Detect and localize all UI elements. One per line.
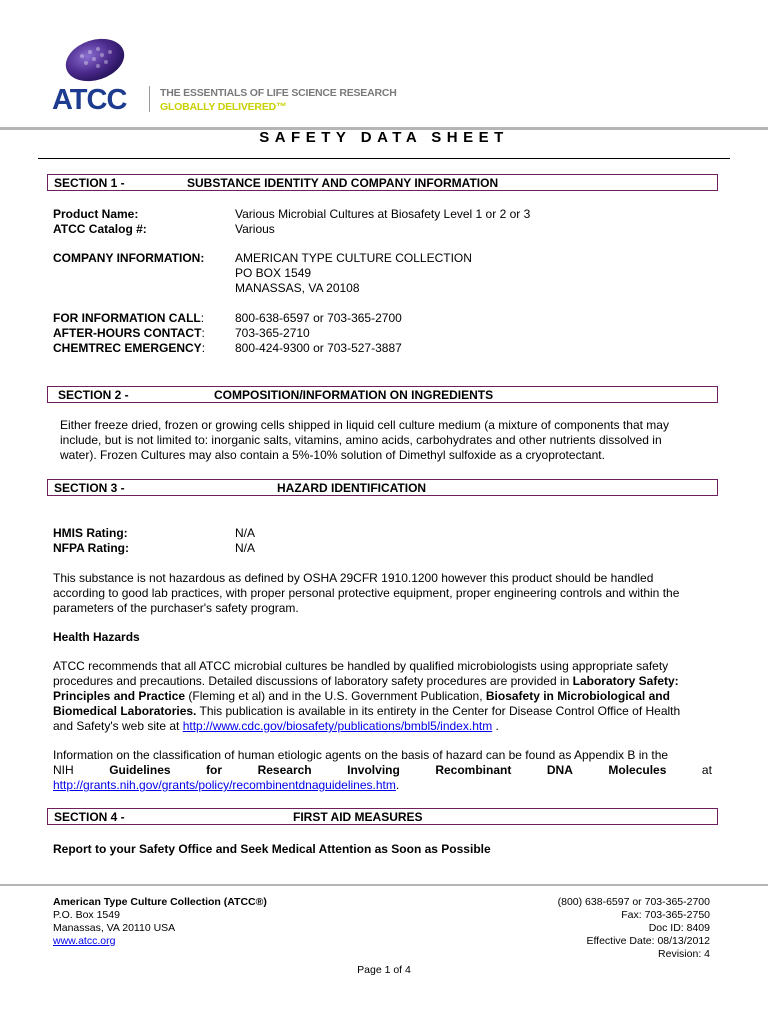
page-number: Page 1 of 4 xyxy=(357,964,411,976)
company-po-box: PO BOX 1549 xyxy=(235,266,312,280)
nih-word: for xyxy=(206,763,223,777)
atcc-logo xyxy=(52,38,152,118)
product-name-label: Product Name: xyxy=(53,207,139,221)
product-name-value: Various Microbial Cultures at Biosafety Level 1 or 2 or 3 xyxy=(235,207,531,221)
footer-city: Manassas, VA 20110 USA xyxy=(53,922,176,934)
nih-paragraph: Information on the classification of human etiologic agents on the basis of hazard can be found as Appendix B in the NIH Guidelines for Research Involving Recombinant DNA Molecules at http://grants.nih.gov/grants/policy/recombinentdnaguidelines.htm. xyxy=(53,748,712,792)
hmis-label: HMIS Rating: xyxy=(53,526,128,540)
logo-divider xyxy=(149,86,150,112)
health-hazards-paragraph: ATCC recommends that all ATCC microbial cultures be handled by qualified microbiologists using appropriate safety procedures and precautions. Detailed discussions of laboratory safety procedures are provided in Laboratory Safety: Principles and Practice (Fleming et al) and in the U.S. Government Publication, Biosafety in Microbiological and Biomedical Laboratories. This publication is available in its entirety in the Center for Disease Control Office of Health and Safety's web site at http://www.cdc.gov/biosafety/publications/bmbl5/index.htm . xyxy=(53,659,681,733)
footer-right xyxy=(430,896,710,961)
footer-rule xyxy=(0,884,768,886)
nih-word: Guidelines xyxy=(109,763,171,777)
catalog-value: Various xyxy=(235,222,275,236)
catalog-label: ATCC Catalog #: xyxy=(53,222,147,236)
footer-po-box: P.O. Box 1549 xyxy=(53,909,120,921)
document-title: SAFETY DATA SHEET xyxy=(259,129,509,146)
chemtrec-value: 800-424-9300 or 703-527-3887 xyxy=(235,341,402,355)
chemtrec-label: CHEMTREC EMERGENCY: xyxy=(53,341,206,355)
first-aid-instruction: Report to your Safety Office and Seek Medical Attention as Soon as Possible xyxy=(53,842,491,856)
tagline-secondary: GLOBALLY DELIVERED™ xyxy=(160,101,287,113)
section-1-title: SUBSTANCE IDENTITY AND COMPANY INFORMATION xyxy=(187,176,499,190)
nih-word: Research xyxy=(257,763,312,777)
section-3-title: HAZARD IDENTIFICATION xyxy=(277,481,427,495)
logo-text: ATCC xyxy=(52,84,127,116)
nih-word: DNA xyxy=(546,763,573,777)
company-info-label: COMPANY INFORMATION: xyxy=(53,251,205,265)
section-2-header xyxy=(47,386,718,403)
after-hours-label: AFTER-HOURS CONTACT: xyxy=(53,326,205,340)
section-1-number: SECTION 1 - xyxy=(54,176,125,190)
nih-guidelines-line xyxy=(53,763,712,778)
footer-left xyxy=(53,896,267,948)
after-hours-value: 703-365-2710 xyxy=(235,326,310,340)
footer-fax: Fax: 703-365-2750 xyxy=(621,909,710,921)
nih-word: Recombinant xyxy=(435,763,512,777)
footer-effective-date: Effective Date: 08/13/2012 xyxy=(586,935,710,947)
section-4-title: FIRST AID MEASURES xyxy=(293,810,423,824)
nih-word: at xyxy=(701,763,712,777)
nih-word: Involving xyxy=(347,763,400,777)
section-2-number: SECTION 2 - xyxy=(58,388,129,402)
nih-word: Molecules xyxy=(608,763,667,777)
nfpa-value: N/A xyxy=(235,541,256,555)
section-4-header xyxy=(47,808,718,825)
section-1-header xyxy=(47,174,718,191)
footer-revision: Revision: 4 xyxy=(658,948,710,960)
footer-website-link[interactable]: www.atcc.org xyxy=(53,935,116,947)
footer-phone: (800) 638-6597 or 703-365-2700 xyxy=(557,896,710,908)
hmis-value: N/A xyxy=(235,526,256,540)
title-underline xyxy=(38,158,730,159)
section-3-header xyxy=(47,479,718,496)
footer-doc-id: Doc ID: 8409 xyxy=(648,922,710,934)
info-call-label: FOR INFORMATION CALL: xyxy=(53,311,205,325)
cdc-bmbl-link[interactable]: http://www.cdc.gov/biosafety/publications/bmbl5/index.htm xyxy=(182,719,493,733)
section-3-number: SECTION 3 - xyxy=(54,481,125,495)
info-call-value: 800-638-6597 or 703-365-2700 xyxy=(235,311,402,325)
company-city: MANASSAS, VA 20108 xyxy=(235,281,360,295)
tagline-primary: THE ESSENTIALS OF LIFE SCIENCE RESEARCH xyxy=(160,87,397,99)
footer-org: American Type Culture Collection (ATCC®) xyxy=(53,896,267,908)
osha-paragraph: This substance is not hazardous as defined by OSHA 29CFR 1910.1200 however this product should be handled according to good lab practices, with proper personal protective equipment, proper engineering controls and within the parameters of the purchaser's safety program. xyxy=(53,571,680,615)
nih-guidelines-link[interactable]: http://grants.nih.gov/grants/policy/recombinentdnaguidelines.htm xyxy=(53,778,396,792)
section-2-title: COMPOSITION/INFORMATION ON INGREDIENTS xyxy=(214,388,494,402)
section-2-body: Either freeze dried, frozen or growing cells shipped in liquid cell culture medium (a mixture of components that may include, but is not limited to: inorganic salts, vitamins, amino acids, carbohydrates and other nutrients dissolved in water). Frozen Cultures may also contain a 5%-10% solution of Dimethyl sulfoxide as a cryoprotectant. xyxy=(60,418,669,462)
company-name: AMERICAN TYPE CULTURE COLLECTION xyxy=(235,251,472,265)
section-4-number: SECTION 4 - xyxy=(54,810,125,824)
health-hazards-heading: Health Hazards xyxy=(53,630,140,644)
nfpa-label: NFPA Rating: xyxy=(53,541,129,555)
nih-word: NIH xyxy=(53,763,74,777)
